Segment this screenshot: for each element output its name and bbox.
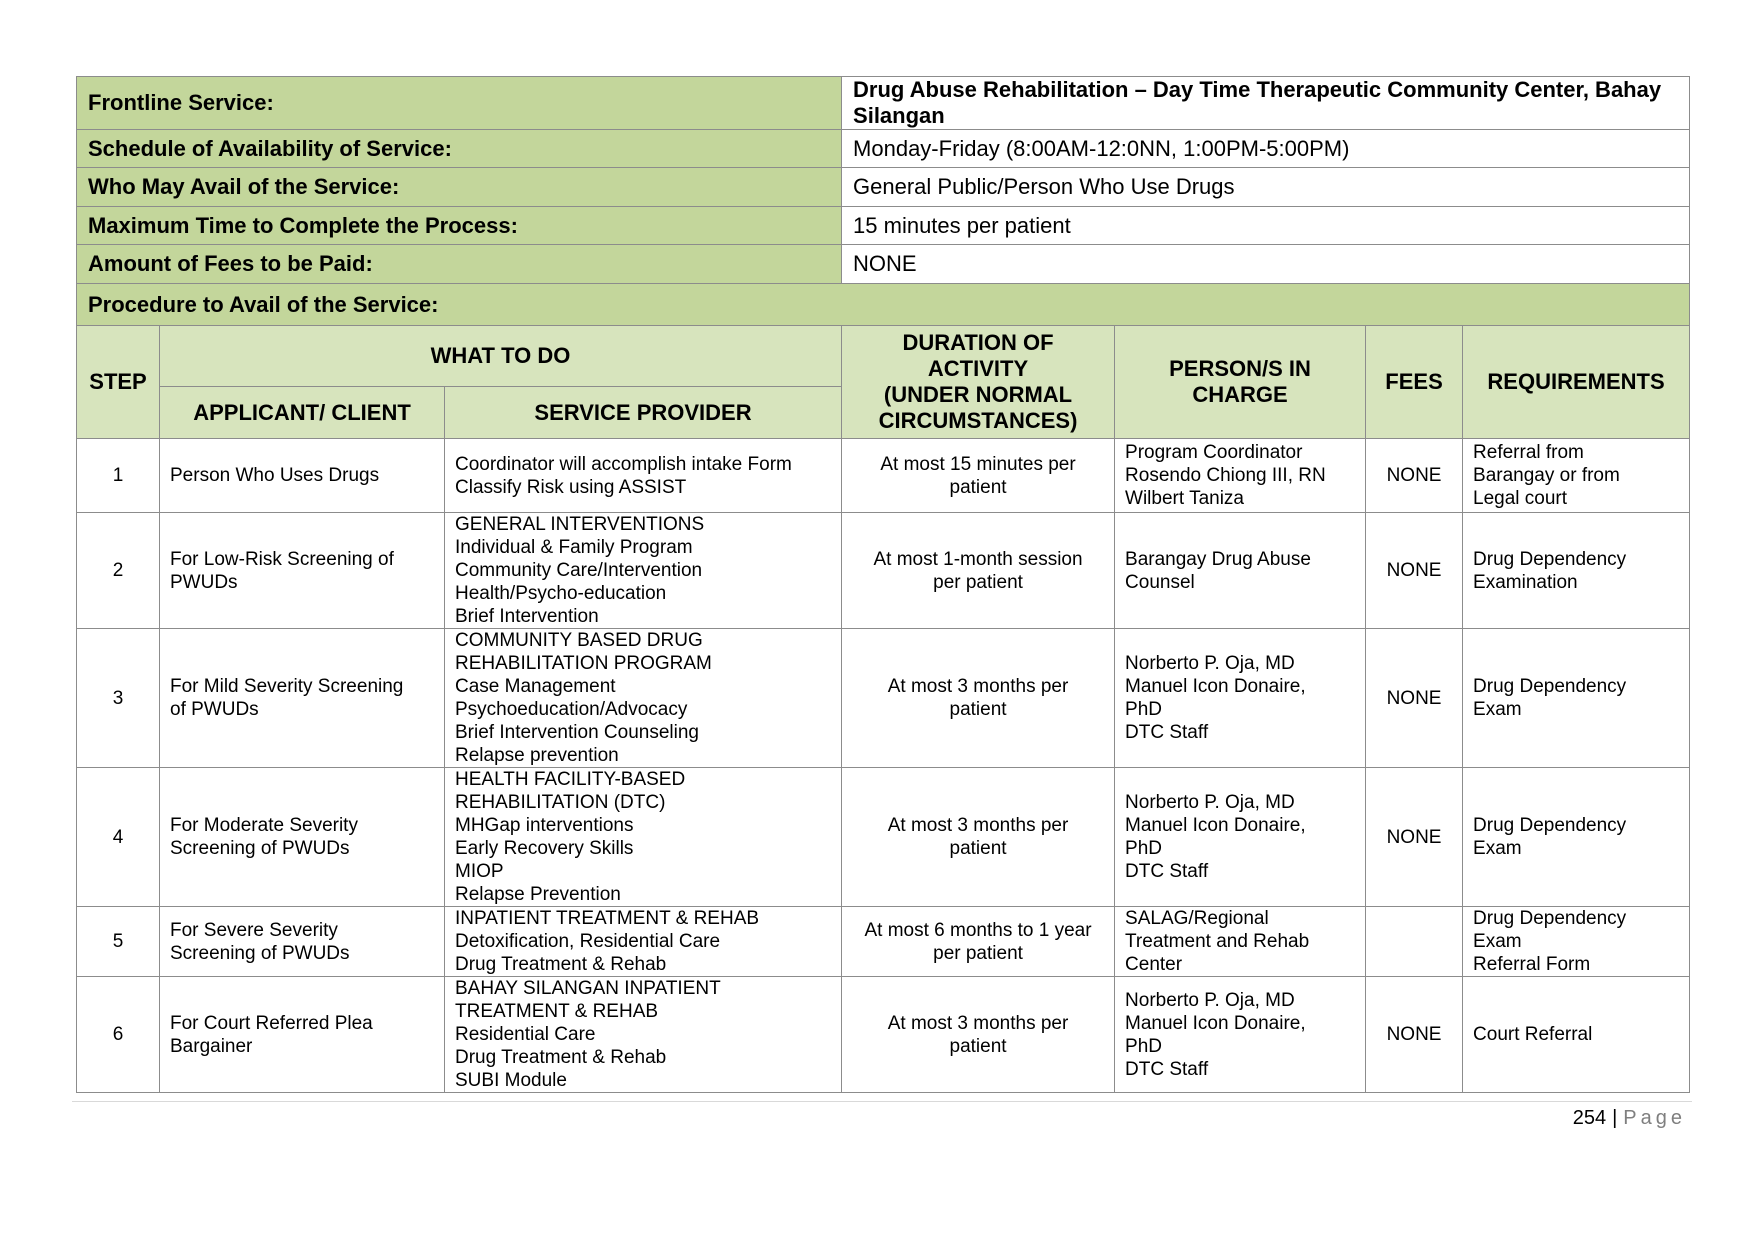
persons-cell-line: PhD <box>1125 699 1162 720</box>
provider-cell-line: GENERAL INTERVENTIONS <box>455 514 705 535</box>
max-time-value: 15 minutes per patient <box>842 207 1690 245</box>
page-separator: | <box>1612 1107 1618 1129</box>
provider-cell-line: MIOP <box>455 861 504 882</box>
procedure-row <box>77 284 1690 326</box>
requirements-cell-line: Exam <box>1473 931 1522 952</box>
provider-cell <box>445 768 842 907</box>
duration-cell-line: At most 3 months per <box>887 676 1069 697</box>
provider-cell-line: INPATIENT TREATMENT & REHAB <box>455 908 760 929</box>
applicant-cell-line: For Severe Severity <box>170 919 338 941</box>
provider-cell-line: Coordinator will accomplish intake Form <box>455 453 792 475</box>
step-cell: 5 <box>77 907 160 977</box>
col-persons-line: PERSON/S IN <box>1169 356 1311 381</box>
duration-cell-line: At most 3 months per <box>887 815 1069 836</box>
duration-cell <box>842 907 1115 977</box>
fees-value: NONE <box>842 245 1690 284</box>
who-label: Who May Avail of the Service: <box>77 168 842 207</box>
provider-cell-line: REHABILITATION PROGRAM <box>455 653 712 674</box>
duration-cell-line: patient <box>949 476 1007 498</box>
col-duration-line: (UNDER NORMAL <box>883 382 1073 407</box>
requirements-cell <box>1463 513 1690 629</box>
provider-cell-line: Classify Risk using ASSIST <box>455 476 687 498</box>
provider-cell <box>445 513 842 629</box>
persons-cell-line: Counsel <box>1125 571 1195 593</box>
provider-cell-line: Residential Care <box>455 1024 596 1045</box>
col-step: STEP <box>77 326 160 439</box>
persons-cell-line: Center <box>1125 954 1183 975</box>
col-applicant: APPLICANT/ CLIENT <box>160 387 445 439</box>
frontline-value: Drug Abuse Rehabilitation – Day Time Therapeutic Community Center, Bahay Silangan <box>842 77 1690 130</box>
persons-cell-line: SALAG/Regional <box>1125 908 1269 929</box>
duration-cell-line: patient <box>949 699 1007 720</box>
fees-label: Amount of Fees to be Paid: <box>77 245 842 284</box>
col-duration-line: DURATION OF <box>902 330 1054 355</box>
applicant-cell-line: PWUDs <box>170 571 238 593</box>
requirements-cell-line: Exam <box>1473 699 1522 720</box>
max-time-row <box>77 207 1690 245</box>
duration-cell <box>842 629 1115 768</box>
persons-cell <box>1115 439 1366 513</box>
persons-cell-line: Manuel Icon Donaire, <box>1125 1012 1306 1034</box>
col-persons-line: CHARGE <box>1192 382 1288 407</box>
col-provider: SERVICE PROVIDER <box>445 387 842 439</box>
provider-cell-line: Health/Psycho-education <box>455 583 667 604</box>
footer-divider <box>72 1101 1692 1102</box>
requirements-cell-line: Drug Dependency <box>1473 676 1627 697</box>
table-row <box>77 977 1690 1093</box>
provider-cell <box>445 907 842 977</box>
persons-cell <box>1115 768 1366 907</box>
persons-cell <box>1115 629 1366 768</box>
persons-cell-line: PhD <box>1125 1035 1162 1057</box>
provider-cell-line: Brief Intervention Counseling <box>455 722 699 743</box>
duration-cell-line: per patient <box>933 571 1023 593</box>
requirements-cell-line: Drug Dependency <box>1473 548 1627 570</box>
provider-cell-line: Relapse Prevention <box>455 884 621 905</box>
requirements-cell-line: Exam <box>1473 838 1522 859</box>
requirements-cell-line: Drug Dependency <box>1473 815 1627 836</box>
table-row <box>77 907 1690 977</box>
fees-cell: NONE <box>1366 629 1463 768</box>
persons-cell-line: Wilbert Taniza <box>1125 488 1245 509</box>
provider-cell <box>445 629 842 768</box>
table-row <box>77 629 1690 768</box>
persons-cell-line: Treatment and Rehab <box>1125 931 1310 952</box>
applicant-cell-line: Person Who Uses Drugs <box>170 465 380 486</box>
requirements-cell <box>1463 977 1690 1093</box>
duration-cell-line: At most 6 months to 1 year <box>864 919 1092 941</box>
duration-cell <box>842 768 1115 907</box>
duration-cell-line: patient <box>949 1035 1007 1057</box>
persons-cell-line: Rosendo Chiong III, RN <box>1125 465 1326 486</box>
step-cell: 1 <box>77 439 160 513</box>
column-header-row-1 <box>77 326 1690 387</box>
provider-cell-line: Individual & Family Program <box>455 537 693 558</box>
applicant-cell-line: For Mild Severity Screening <box>170 676 404 697</box>
applicant-cell <box>160 977 445 1093</box>
applicant-cell-line: Screening of PWUDs <box>170 942 350 964</box>
fees-cell: NONE <box>1366 513 1463 629</box>
persons-cell <box>1115 907 1366 977</box>
persons-cell-line: Manuel Icon Donaire, <box>1125 815 1306 836</box>
requirements-cell <box>1463 768 1690 907</box>
provider-cell <box>445 977 842 1093</box>
requirements-cell-line: Barangay or from <box>1473 465 1620 486</box>
fees-cell: NONE <box>1366 439 1463 513</box>
applicant-cell <box>160 907 445 977</box>
duration-cell <box>842 977 1115 1093</box>
persons-cell-line: Program Coordinator <box>1125 442 1303 463</box>
persons-cell-line: DTC Staff <box>1125 861 1209 882</box>
requirements-cell <box>1463 907 1690 977</box>
persons-cell-line: Norberto P. Oja, MD <box>1125 989 1295 1011</box>
requirements-cell <box>1463 439 1690 513</box>
frontline-row <box>77 77 1690 130</box>
provider-cell-line: Early Recovery Skills <box>455 838 634 859</box>
persons-cell-line: Manuel Icon Donaire, <box>1125 676 1306 697</box>
applicant-cell-line: For Low-Risk Screening of <box>170 548 394 570</box>
requirements-cell <box>1463 629 1690 768</box>
persons-cell-line: PhD <box>1125 838 1162 859</box>
col-what-to-do: WHAT TO DO <box>160 326 842 387</box>
provider-cell-line: Relapse prevention <box>455 745 619 766</box>
duration-cell <box>842 513 1115 629</box>
fees-cell: NONE <box>1366 977 1463 1093</box>
duration-cell <box>842 439 1115 513</box>
applicant-cell-line: For Moderate Severity <box>170 815 358 836</box>
provider-cell-line: Community Care/Intervention <box>455 560 703 581</box>
provider-cell-line: Case Management <box>455 676 616 697</box>
provider-cell-line: COMMUNITY BASED DRUG <box>455 630 703 651</box>
persons-cell-line: Norberto P. Oja, MD <box>1125 653 1295 674</box>
applicant-cell-line: Screening of PWUDs <box>170 838 350 859</box>
who-value: General Public/Person Who Use Drugs <box>842 168 1690 207</box>
provider-cell-line: TREATMENT & REHAB <box>455 1001 659 1022</box>
requirements-cell-line: Examination <box>1473 571 1578 593</box>
requirements-cell-line: Court Referral <box>1473 1024 1593 1045</box>
applicant-cell-line: of PWUDs <box>170 699 259 720</box>
duration-cell-line: At most 15 minutes per <box>880 453 1076 475</box>
applicant-cell-line: Bargainer <box>170 1035 253 1057</box>
schedule-value: Monday-Friday (8:00AM-12:0NN, 1:00PM-5:00PM) <box>842 130 1690 168</box>
persons-cell-line: DTC Staff <box>1125 1058 1209 1080</box>
provider-cell-line: SUBI Module <box>455 1070 567 1091</box>
requirements-cell-line: Referral from <box>1473 442 1584 463</box>
applicant-cell <box>160 513 445 629</box>
col-duration-line: CIRCUMSTANCES) <box>878 408 1078 433</box>
applicant-cell-line: For Court Referred Plea <box>170 1012 373 1034</box>
fees-cell: NONE <box>1366 768 1463 907</box>
persons-cell-line: DTC Staff <box>1125 722 1209 743</box>
step-rows <box>77 439 1690 1093</box>
persons-cell-line: Norberto P. Oja, MD <box>1125 792 1295 813</box>
schedule-label: Schedule of Availability of Service: <box>77 130 842 168</box>
provider-cell <box>445 439 842 513</box>
page-number: 254 <box>1572 1107 1607 1129</box>
duration-cell-line: At most 3 months per <box>887 1012 1069 1034</box>
applicant-cell <box>160 629 445 768</box>
table-row <box>77 439 1690 513</box>
max-time-label: Maximum Time to Complete the Process: <box>77 207 842 245</box>
requirements-cell-line: Drug Dependency <box>1473 908 1627 929</box>
who-row <box>77 168 1690 207</box>
provider-cell-line: MHGap interventions <box>455 815 634 836</box>
col-requirements: REQUIREMENTS <box>1463 326 1690 439</box>
step-cell: 3 <box>77 629 160 768</box>
persons-cell <box>1115 977 1366 1093</box>
frontline-label: Frontline Service: <box>77 77 842 130</box>
step-cell: 2 <box>77 513 160 629</box>
step-cell: 6 <box>77 977 160 1093</box>
fees-cell <box>1366 907 1463 977</box>
col-fees: FEES <box>1366 326 1463 439</box>
requirements-cell-line: Referral Form <box>1473 954 1591 975</box>
schedule-row <box>77 130 1690 168</box>
duration-cell-line: patient <box>949 838 1007 859</box>
applicant-cell <box>160 439 445 513</box>
requirements-cell-line: Legal court <box>1473 488 1568 509</box>
info-rows <box>77 77 1690 439</box>
provider-cell-line: BAHAY SILANGAN INPATIENT <box>455 978 721 999</box>
col-duration-line: ACTIVITY <box>927 356 1029 381</box>
persons-cell-line: Barangay Drug Abuse <box>1125 548 1311 570</box>
fees-row <box>77 245 1690 284</box>
duration-cell-line: per patient <box>933 942 1023 964</box>
table-row <box>77 513 1690 629</box>
table-row <box>77 768 1690 907</box>
provider-cell-line: Detoxification, Residential Care <box>455 931 721 952</box>
persons-cell <box>1115 513 1366 629</box>
provider-cell-line: Brief Intervention <box>455 606 599 627</box>
col-duration <box>842 326 1115 439</box>
provider-cell-line: Psychoeducation/Advocacy <box>455 699 688 720</box>
page-footer <box>1573 1107 1686 1130</box>
procedure-label: Procedure to Avail of the Service: <box>77 284 1690 326</box>
provider-cell-line: HEALTH FACILITY-BASED <box>455 769 686 790</box>
col-persons <box>1115 326 1366 439</box>
provider-cell-line: REHABILITATION (DTC) <box>455 792 666 813</box>
provider-cell-line: Drug Treatment & Rehab <box>455 954 667 975</box>
step-cell: 4 <box>77 768 160 907</box>
applicant-cell <box>160 768 445 907</box>
provider-cell-line: Drug Treatment & Rehab <box>455 1047 667 1068</box>
duration-cell-line: At most 1-month session <box>873 548 1083 570</box>
page-word: Page <box>1623 1107 1686 1129</box>
service-table <box>76 76 1690 1093</box>
